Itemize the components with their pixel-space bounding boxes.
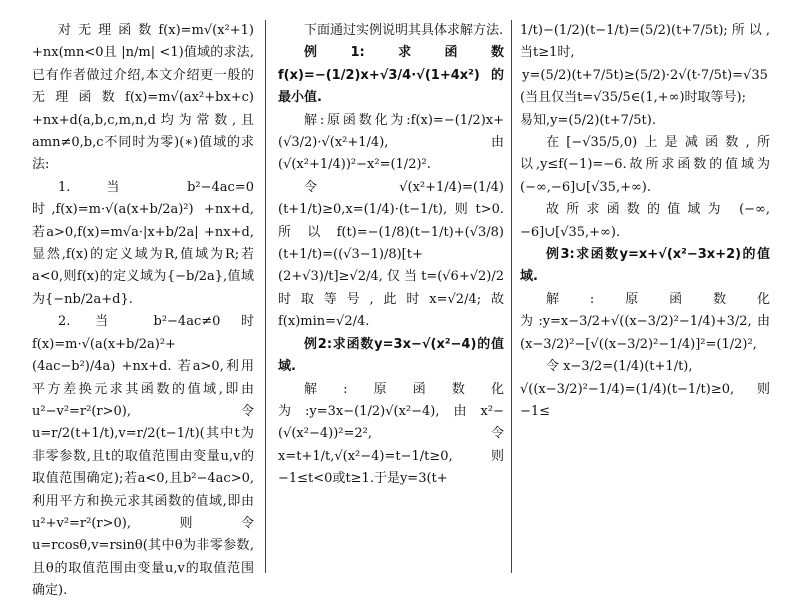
example-1-substitution: 令√(x²+1/4)=(1/4)(t+1/t)≥0,x=(1/4)·(t−1/t),则t>0. 所以f(t)=−(1/8)(t−1/t)+(√3/8)(t+1/t)=((√3−1)/8)[t+(2+√3)/t]≥√2/4,仅当t=(√6+√2)/2时取等号,此时x=√2/4;故f(x)min=√2/4. <box>278 179 504 330</box>
decreasing-interval: 在[−√35/5,0)上是减函数,所以,y≤f(−1)=−6.故所求函数的值域为(−∞,−6]∪[√35,+∞). <box>520 135 770 195</box>
case-1-paragraph: 1. 当 b²−4ac=0时,f(x)=m·√(a(x+b/2a)²) +nx+d,若a>0,f(x)=m√a·|x+b/2a| +nx+d,显然,f(x)的定义域为R,值域为R;若a<0,则f(x)的定义域为{−b/2a},值域为{−nb/2a+d}. <box>32 179 254 307</box>
column-divider <box>511 20 512 573</box>
intro-paragraph: 对无理函数f(x)=m√(x²+1) +nx(mn<0且 |n/m| <1)值域的求法,已有作者做过介绍,本文介绍更一般的无理函数f(x)=m√(ax²+bx+c) +nx+d(a,b,c,m,n,d均为常数,且amn≠0,b,c不同时为零)(∗)值域的求法: <box>32 23 254 173</box>
monotonic-note: 易知,y=(5/2)(t+7/5t). <box>520 112 656 128</box>
inequality-line: y=(5/2)(t+7/5t)≥(5/2)·2√(t·7/5t)=√35 <box>522 67 768 83</box>
case-2-paragraph: 2. 当 b²−4ac≠0时 f(x)=m·√(a(x+b/2a)²+(4ac−b²)/4a) +nx+d. 若a>0,利用平方差换元求其函数的值域,即由u²−v²=r²(r>0),令u=r/2(t+1/t),v=r/2(t−1/t)(其中t为非零参数,且t的取值范围由变量u,v的取值范围确定);若a<0,且b²−4ac>0,利用平方和换元求其函数的值域,即由u²+v²=r²(r>0),则令u=rcosθ,v=rsinθ(其中θ为非零参数,且θ的取值范围由变量u,v的取值范围确定). <box>32 314 254 599</box>
method-intro: 下面通过实例说明其具体求解方法. <box>304 23 504 38</box>
text-column-1 <box>32 20 254 599</box>
example-3-statement: 例3:求函数y=x+√(x²−3x+2)的值域. <box>520 247 770 285</box>
example-2-solution: 解:原函数化为:y=3x−(1/2)√(x²−4),由x²−(√(x²−4))²=2²,令x=t+1/t,√(x²−4)=t−1/t≥0,则−1≤t<0或t≥1.于是y=3(t+ <box>278 381 504 487</box>
example-1-solution: 解:原函数化为:f(x)=−(1/2)x+(√3/2)·√(x²+1/4),由(√(x²+1/4))²−x²=(1/2)². <box>278 112 504 173</box>
example-3-solution: 解:原函数化为:y=x−3/2+√((x−3/2)²−1/4)+3/2,由(x−3/2)²−[√((x−3/2)²−1/4)]²=(1/2)², <box>520 291 770 352</box>
example-2-continued: 1/t)−(1/2)(t−1/t)=(5/2)(t+7/5t);所以,当t≥1时, <box>520 23 770 61</box>
example-3-substitution: 令 x−3/2=(1/4)(t+1/t), <box>546 359 693 375</box>
example-3-continued: √((x−3/2)²−1/4)=(1/4)(t−1/t)≥0,则−1≤ <box>520 381 770 419</box>
text-column-2 <box>278 20 504 575</box>
column-divider <box>265 20 266 573</box>
example-2-statement: 例2:求函数y=3x−√(x²−4)的值域. <box>278 336 504 375</box>
example-1-statement: 例1:求函数f(x)=−(1/2)x+√3/4·√(1+4x²)的最小值. <box>278 45 504 106</box>
text-column-3 <box>520 20 770 575</box>
equality-condition: (当且仅当t=√35/5∈(1,+∞)时取等号); <box>520 90 747 106</box>
example-2-conclusion: 故所求函数的值域为 (−∞,−6]∪[√35,+∞). <box>520 202 770 240</box>
